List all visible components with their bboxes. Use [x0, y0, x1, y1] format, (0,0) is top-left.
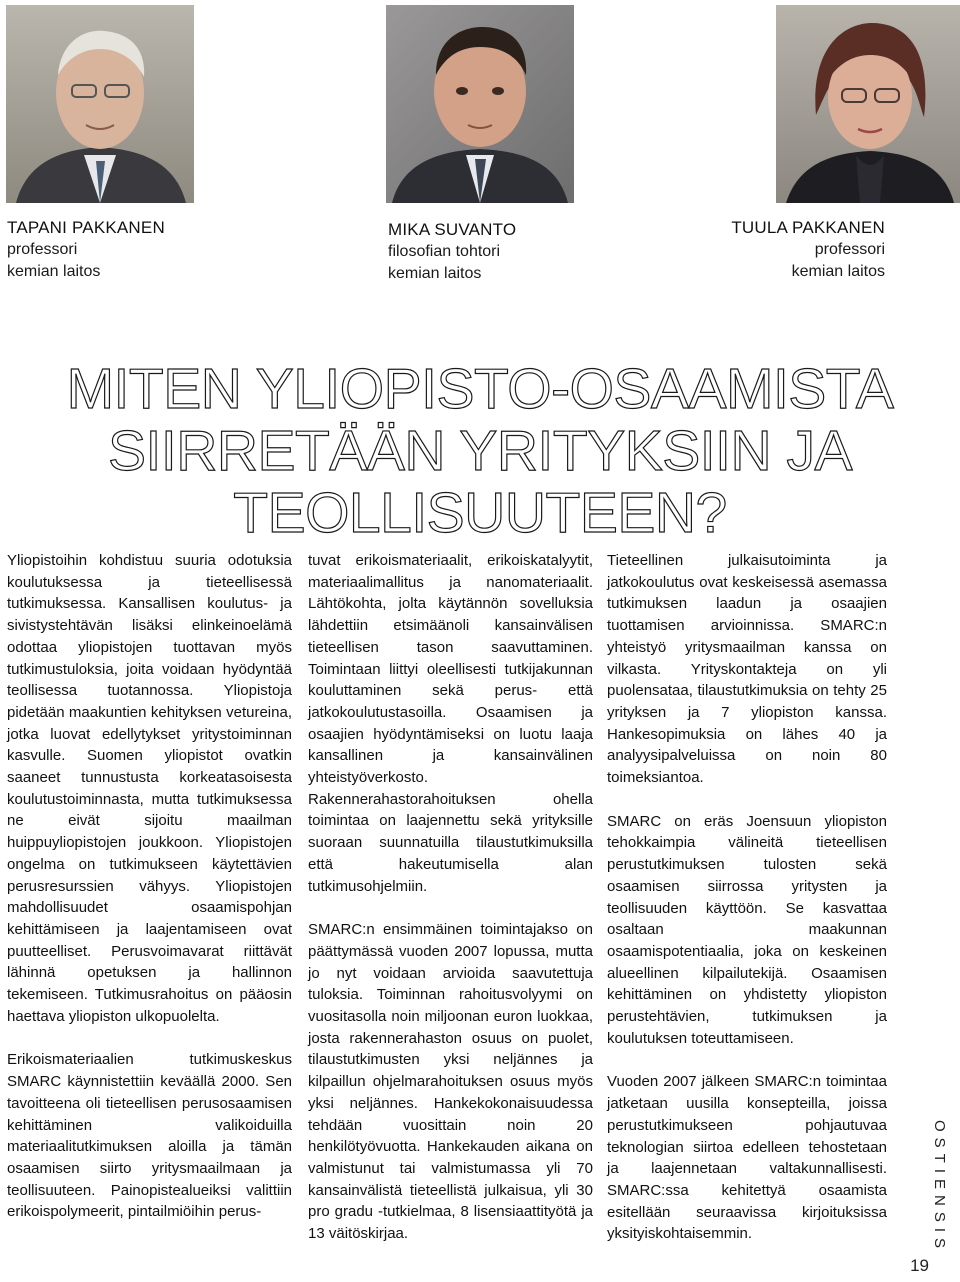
- text-column-1: [7, 550, 292, 1223]
- portrait-mika-suvanto: [386, 5, 574, 203]
- paragraph: SMARC:n ensimmäinen toimintajakso on päättymässä vuoden 2007 lopussa, mutta jo nyt voidaan arvioida saavutettuja tuloksia. Toiminnan rahoitusvolyymi on vuositasolla noin miljoonan euron luokkaa, josta rakennerahaston osuus on puolet, tilaustutkimusten yksi neljännes ja kilpaillun ohjelmarahoituksen osuus myös yksi neljännes. Hankekokonaisuudessa tehdään vuosittain noin 20 henkilötyövuotta. Hankekauden aikana on valmistunut tai valmistumassa yli 70 kansainvälistä tieteellistä julkaisua, yli 30 pro gradu -tutkielmaa, 8 lisensiaattityötä ja 13 väitöskirjaa.: [308, 921, 593, 1243]
- portrait-tuula-pakkanen: [776, 5, 960, 203]
- page-number: 19: [910, 1256, 929, 1275]
- person-department: kemian laitos: [388, 265, 482, 282]
- person-role: professori: [814, 241, 885, 258]
- paragraph: tuvat erikoismateriaalit, erikoiskatalyytit, materiaalimallitus ja nanomateriaalit. Lähtökohta, jolta käytännön sovelluksia lähdettiin etsimäänoli kansainvälisen tieteellisen tason saavuttaminen. Toimintaan liittyi oleellisesti tutkijakunnan kouluttaminen sekä perus- että jatkokoulutustasoilla. Osaamisen ja osaajien hyödyntämiseksi on luotu laaja kansallinen ja kansainvälinen yhteistyöverkosto. Rakennerahastorahoituksen ohella toimintaa on laajennettu sekä yrityksille suoraan suunnatuilla tilaustutkimuksilla että hakeutumisella alan tutkimusohjelmiin.: [308, 552, 593, 895]
- person-department: kemian laitos: [7, 263, 101, 280]
- text-column-3: [607, 550, 887, 1245]
- paragraph: Erikoismateriaalien tutkimuskeskus SMARC käynnistettiin keväällä 2000. Sen tavoitteena oli tieteellisen perusosaamisen kehittäminen valikoiduilla materiaalitutkimuksen aloilla ja tämän osaamisen siirto yritysmaailmaan ja teollisuuteen. Painopistealueiksi valittiin erikoispolymeerit, pintailmiöihin perus-: [7, 1051, 292, 1221]
- caption-person-3: [731, 217, 885, 283]
- person-name: TAPANI PAKKANEN: [7, 218, 165, 237]
- headline-line: SIIRRETÄÄN YRITYKSIIN JA: [108, 419, 852, 483]
- headline-line: MITEN YLIOPISTO-OSAAMISTA: [66, 357, 894, 421]
- text-column-2: [308, 550, 593, 1245]
- portrait-tapani-pakkanen: [6, 5, 194, 203]
- person-role: filosofian tohtori: [388, 243, 501, 260]
- person-name: TUULA PAKKANEN: [731, 218, 885, 237]
- paragraph: Tieteellinen julkaisutoiminta ja jatkokoulutus ovat keskeisessä asemassa tutkimuksen laadun ja osaajien tuottamisen arvioinnissa. SMARC:n yhteistyö yritysmaailman kanssa on vilkasta. Yrityskontakteja on yli puolensataa, tilaustutkimuksia on tehty 25 yrityksen ja 7 yliopiston kanssa. Hankesopimuksia on lähes 40 ja analyysipalveluissa on noin 80 toimeksiantoa.: [607, 552, 887, 787]
- person-role: professori: [7, 241, 78, 258]
- person-department: kemian laitos: [791, 263, 885, 280]
- paragraph: Vuoden 2007 jälkeen SMARC:n toimintaa jatketaan uusilla konsepteilla, joissa perustutkimukseen pohjautuvaa teknologian siirtoa edelleen tehostetaan ja laajennetaan valtakunnallisesti. SMARC:ssa kehitettyä osaamista esitellään seuraavissa kirjoituksissa yksityiskohtaisemmin.: [607, 1073, 887, 1243]
- person-name: MIKA SUVANTO: [388, 220, 517, 239]
- caption-person-2: [388, 219, 516, 285]
- paragraph: Yliopistoihin kohdistuu suuria odotuksia koulutuksessa ja tieteellisessä tutkimuksessa. Kansallisen koulutus- ja sivistystehtävän lisäksi elinkeinoelämä odottaa yliopistojen tuottavan myös tutkimustuloksia, joita voidaan hyödyntää teollisessa tuotannossa. Yliopistoja pidetään maakuntien kehityksen vetureina, jotka luovat edellytykset yritystoiminnan kasvulle. Suomen yliopistot ovatkin saaneet tunnustusta korkeatasoisesta koulutustoiminnasta, mutta tutkimuksessa ne eivät sijoitu maailman huippuyliopistojen joukkoon. Yliopistojen ongelma on tutkimukseen käytettävien perusresurssien vähyys. Yliopistojen mahdollisuudet osaamispohjan kehittämiseen ja laajentamiseen ovat puutteelliset. Perusvoimavarat riittävät lähinnä opetuksen ja hallinnon tekemiseen. Tutkimusrahoitus on pääosin haettava yliopiston ulkopuolelta.: [7, 552, 292, 1025]
- headline-line: TEOLLISUUTEEN?: [233, 481, 727, 545]
- caption-person-1: [7, 217, 165, 283]
- publication-brand: OSTIENSIS: [931, 1120, 948, 1255]
- paragraph: SMARC on eräs Joensuun yliopiston tehokkaimpia välineitä tieteellisen perustutkimuksen tulosten sekä osaamisen siirrossa yritysten ja teollisuuden käyttöön. Se kasvattaa osaltaan maakunnan osaamispotentiaalia, joka on keskeinen alueellinen kilpailutekijä. Osaamisen kehittäminen on yhdistetty yliopiston perustehtävien, tutkimuksen ja koulutuksen toteuttamiseen.: [607, 812, 887, 1047]
- article-headline: [0, 358, 960, 544]
